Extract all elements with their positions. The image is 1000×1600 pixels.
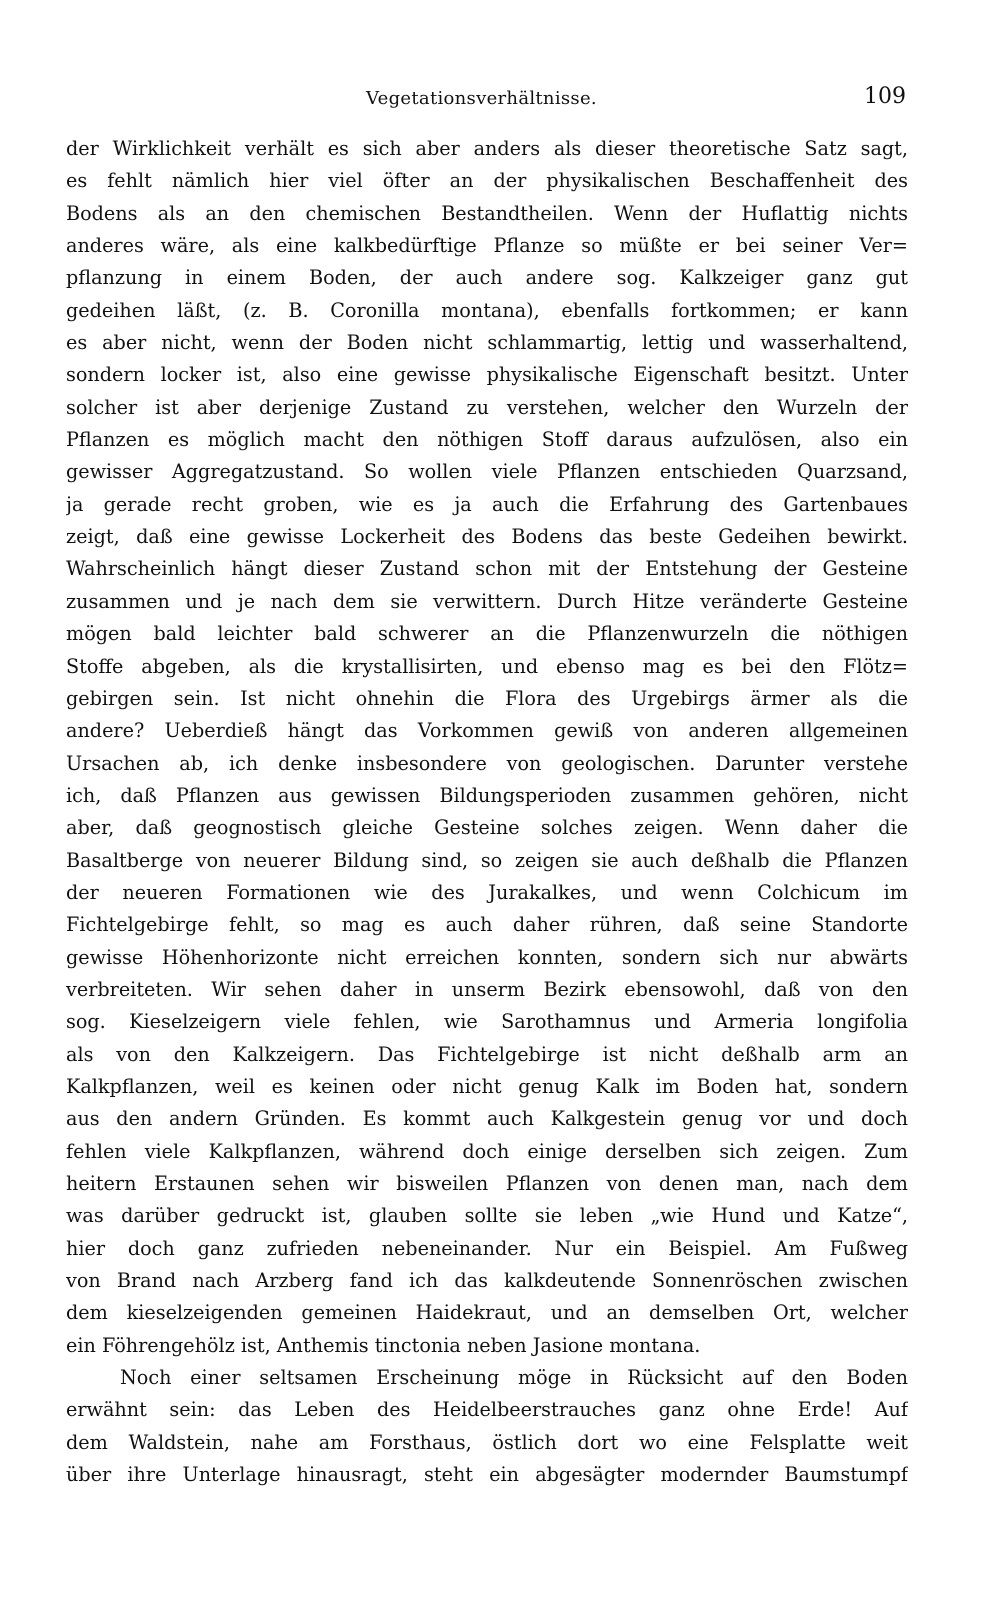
text-line: hier doch ganz zufrieden nebeneinander. Nur ein Beispiel. Am Fußweg [66, 1236, 908, 1260]
text-line: gewisse Höhenhorizonte nicht erreichen konnten, sondern sich nur abwärts [66, 945, 908, 969]
text-line: Wahrscheinlich hängt dieser Zustand schon mit der Entstehung der Gesteine [66, 557, 908, 581]
text-line: der neueren Formationen wie des Jurakalkes, und wenn Colchicum im [66, 880, 908, 904]
text-line: zeigt, daß eine gewisse Lockerheit des Bodens das beste Gedeihen bewirkt. [66, 525, 908, 549]
text-line: Noch einer seltsamen Erscheinung möge in Rücksicht auf den Boden [120, 1366, 908, 1390]
text-line: dem kieselzeigenden gemeinen Haidekraut, und an demselben Ort, welcher [66, 1301, 908, 1325]
text-line: über ihre Unterlage hinausragt, steht ein abgesägter modernder Baumstumpf [66, 1463, 908, 1487]
text-line: es aber nicht, wenn der Boden nicht schlammartig, lettig und wasserhaltend, [66, 331, 908, 355]
text-line: aber, daß geognostisch gleiche Gesteine solches zeigen. Wenn daher die [66, 816, 908, 840]
text-line: ja gerade recht groben, wie es ja auch die Erfahrung des Gartenbaues [66, 492, 908, 516]
text-line: andere? Ueberdieß hängt das Vorkommen gewiß von anderen allgemeinen [66, 719, 908, 743]
text-line: sog. Kieselzeigern viele fehlen, wie Sarothamnus und Armeria longifolia [66, 1010, 908, 1034]
text-line: verbreiteten. Wir sehen daher in unserm Bezirk ebensowohl, daß von den [66, 977, 908, 1001]
text-line: aus den andern Gründen. Es kommt auch Kalkgestein genug vor und doch [66, 1107, 908, 1131]
text-line: erwähnt sein: das Leben des Heidelbeerstrauches ganz ohne Erde! Auf [66, 1398, 908, 1422]
text-line: Pflanzen es möglich macht den nöthigen Stoff daraus aufzulösen, also ein [66, 428, 908, 452]
text-line: heitern Erstaunen sehen wir bisweilen Pflanzen von denen man, nach dem [66, 1172, 908, 1195]
text-line: sondern locker ist, also eine gewisse physikalische Eigenschaft besitzt. Unter [66, 363, 908, 387]
running-head [66, 84, 906, 118]
text-line: als von den Kalkzeigern. Das Fichtelgebirge ist nicht deßhalb arm an [66, 1042, 908, 1066]
text-line: was darüber gedruckt ist, glauben sollte sie leben „wie Hund und Katze“, [66, 1204, 908, 1228]
text-line: es fehlt nämlich hier viel öfter an der physikalischen Beschaffenheit des [66, 169, 908, 193]
text-line: Stoffe abgeben, als die krystallisirten, und ebenso mag es bei den Flötz= [66, 654, 908, 678]
text-line: gebirgen sein. Ist nicht ohnehin die Flora des Urgebirgs ärmer als die [66, 686, 908, 710]
text-line: anderes wäre, als eine kalkbedürftige Pflanze so müßte er bei seiner Ver= [66, 234, 908, 258]
page-number: 109 [864, 84, 906, 109]
text-line: mögen bald leichter bald schwerer an die Pflanzenwurzeln die nöthigen [66, 622, 908, 646]
text-line: Ursachen ab, ich denke insbesondere von geologischen. Darunter verstehe [66, 751, 908, 775]
running-title: Vegetationsverhältnisse. [366, 88, 597, 109]
text-line: dem Waldstein, nahe am Forsthaus, östlich dort wo eine Felsplatte weit [66, 1430, 908, 1454]
text-line: Basaltberge von neuerer Bildung sind, so zeigen sie auch deßhalb die Pflanzen [66, 848, 908, 872]
text-line: ein Föhrengehölz ist, Anthemis tinctonia neben Jasione montana. [66, 1333, 701, 1357]
text-line: Kalkpflanzen, weil es keinen oder nicht genug Kalk im Boden hat, sondern [66, 1074, 908, 1098]
body-text [66, 133, 908, 1491]
text-line: Fichtelgebirge fehlt, so mag es auch daher rühren, daß seine Standorte [66, 913, 908, 937]
text-line: von Brand nach Arzberg fand ich das kalkdeutende Sonnenröschen zwischen [66, 1269, 908, 1293]
text-line: ich, daß Pflanzen aus gewissen Bildungsperioden zusammen gehören, nicht [66, 783, 908, 807]
text-line: Bodens als an den chemischen Bestandtheilen. Wenn der Huflattig nichts [66, 201, 908, 225]
text-line: zusammen und je nach dem sie verwittern. Durch Hitze veränderte Gesteine [66, 589, 908, 613]
text-line: fehlen viele Kalkpflanzen, während doch einige derselben sich zeigen. Zum [66, 1139, 908, 1163]
text-line: pflanzung in einem Boden, der auch andere sog. Kalkzeiger ganz gut [66, 266, 908, 290]
text-line: gedeihen läßt, (z. B. Coronilla montana), ebenfalls fortkommen; er kann [66, 298, 908, 322]
text-line: gewisser Aggregatzustand. So wollen viele Pflanzen entschieden Quarzsand, [66, 460, 908, 484]
text-line: der Wirklichkeit verhält es sich aber anders als dieser theoretische Satz sagt, [66, 137, 908, 160]
text-line: solcher ist aber derjenige Zustand zu verstehen, welcher den Wurzeln der [66, 395, 908, 419]
